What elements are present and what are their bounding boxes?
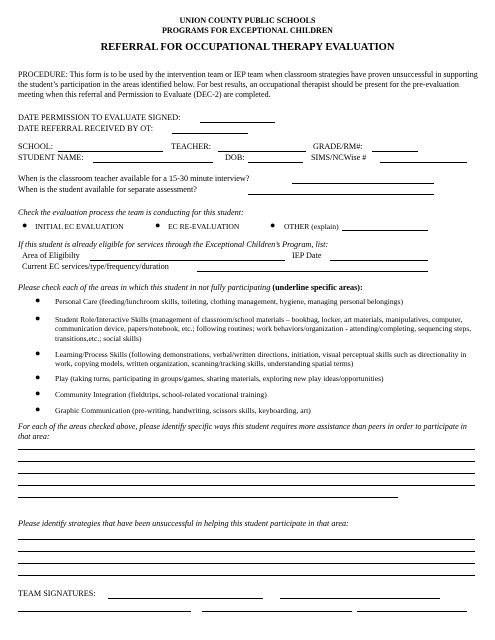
other-checkbox[interactable]: ● [270,220,276,230]
interview-question: When is the classroom teacher available for a 15-30 minute interview? [18,174,250,183]
strategies-line-2[interactable] [18,551,475,552]
procedure-text: PROCEDURE: This form is to be used by the intervention team or IEP team when classroom strategies have proven unsuccessful in supporting the student’s participation in the areas identified below. For best results, an occupational therapist should be present for the pre-evaluation meeting when this referral and Permission to Evaluate (DEC-2) are completed. [18,70,478,99]
personal-care-checkbox[interactable]: ● [35,295,41,305]
student-name-label: STUDENT NAME: [18,153,84,162]
signature-field-3[interactable] [18,611,191,612]
interview-field[interactable] [292,183,434,184]
needs-line-1[interactable] [18,449,475,450]
received-date-label: DATE REFERRAL RECEIVED BY OT: [18,124,153,133]
signature-field-2[interactable] [280,598,440,599]
areas-prompt [18,283,363,292]
strategies-line-3[interactable] [18,563,475,564]
graphic-item: Graphic Communication (pre-writing, handwriting, scissors skills, keyboarding, art) [55,406,311,415]
initial-eval-label: INITIAL EC EVALUATION [35,222,124,231]
teacher-label: TEACHER: [171,142,212,151]
initial-eval-checkbox[interactable]: ● [22,220,28,230]
org-name: UNION COUNTY PUBLIC SCHOOLS [179,16,316,25]
personal-care-item: Personal Care (feeding/lunchroom skills, toileting, clothing management, hygiene, managing personal belongings) [55,297,403,306]
sims-field[interactable] [380,162,467,163]
process-prompt: Check the evaluation process the team is conducting for this student: [18,208,244,217]
signature-field-4[interactable] [202,611,352,612]
learning-process-item: Learning/Process Skills (following demonstrations, verbal/written directions, initiation, visual perceptual skills such as directionality in work, copying models, written organization, scanning/tracking skills, understanding spatial terms) [55,350,467,369]
play-checkbox[interactable]: ● [35,372,41,382]
org-program: PROGRAMS FOR EXCEPTIONAL CHILDREN [162,26,333,35]
needs-line-2[interactable] [18,461,475,462]
school-label: SCHOOL: [18,142,54,151]
re-eval-label: EC RE-EVALUATION [168,222,240,231]
team-signatures-label: TEAM SIGNATURES: [18,589,96,598]
services-label: Current EC services/type/frequency/duration [22,262,169,271]
eligibility-prompt: If this student is already eligible for services through the Exceptional Children’s Program, list: [18,240,329,249]
strategies-prompt: Please identify strategies that have been unsuccessful in helping this student participate in that area: [18,519,349,528]
received-date-field[interactable] [172,133,248,134]
graphic-checkbox[interactable]: ● [35,404,41,414]
needs-prompt: For each of the areas checked above, please identify specific ways this student requires more assistance than peers in order to participate in that area: [18,422,467,441]
signature-field-5[interactable] [357,611,467,612]
student-role-item: Student Role/Interactive Skills (management of classroom/school materials – bookbag, locker, art materials, manipulatives, computer, communication device, papers/notebook, etc.; following routines; work behaviors/organization - attending/completing, sequencing steps, transitions,etc.; social skills) [55,315,472,343]
student-role-checkbox[interactable]: ● [35,313,41,323]
iep-date-label: IEP Date [292,251,322,260]
area-eligibility-field[interactable] [90,260,285,261]
grade-label: GRADE/RM#: [313,142,363,151]
dob-field[interactable] [248,162,303,163]
school-field[interactable] [58,151,163,152]
dob-label: DOB: [225,153,245,162]
other-label: OTHER (explain) [284,222,339,231]
permission-date-field[interactable] [200,122,275,123]
re-eval-checkbox[interactable]: ● [155,220,161,230]
sims-label: SIMS/NCWise # [311,153,367,162]
needs-line-5[interactable] [18,497,398,498]
community-item: Community Integration (fieldtrips, school-related vocational training) [55,390,267,399]
play-item: Play (taking turns, participating in groups/games, sharing materials, exploring new play ideas/opportunities) [55,374,384,383]
needs-line-3[interactable] [18,473,475,474]
community-checkbox[interactable]: ● [35,388,41,398]
form-title: REFERRAL FOR OCCUPATIONAL THERAPY EVALUATION [100,42,395,53]
other-explain-field[interactable] [342,230,428,231]
areas-prompt-bold: (underline specific areas): [272,283,363,292]
permission-date-label: DATE PERMISSION TO EVALUATE SIGNED: [18,113,181,122]
needs-line-4[interactable] [18,485,475,486]
assessment-question: When is the student available for separate assessment? [18,185,197,194]
strategies-line-1[interactable] [18,539,475,540]
learning-process-checkbox[interactable]: ● [35,348,41,358]
iep-date-field[interactable] [330,260,428,261]
assessment-field[interactable] [248,194,434,195]
areas-prompt-text: Please check each of the areas in which this student in not fully participating [18,283,271,292]
student-name-field[interactable] [93,162,213,163]
teacher-field[interactable] [218,151,306,152]
strategies-line-4[interactable] [18,575,475,576]
area-eligibility-label: Area of Eligibilty [22,251,80,260]
grade-field[interactable] [372,151,418,152]
signature-field-1[interactable] [108,598,263,599]
services-field[interactable] [197,271,428,272]
